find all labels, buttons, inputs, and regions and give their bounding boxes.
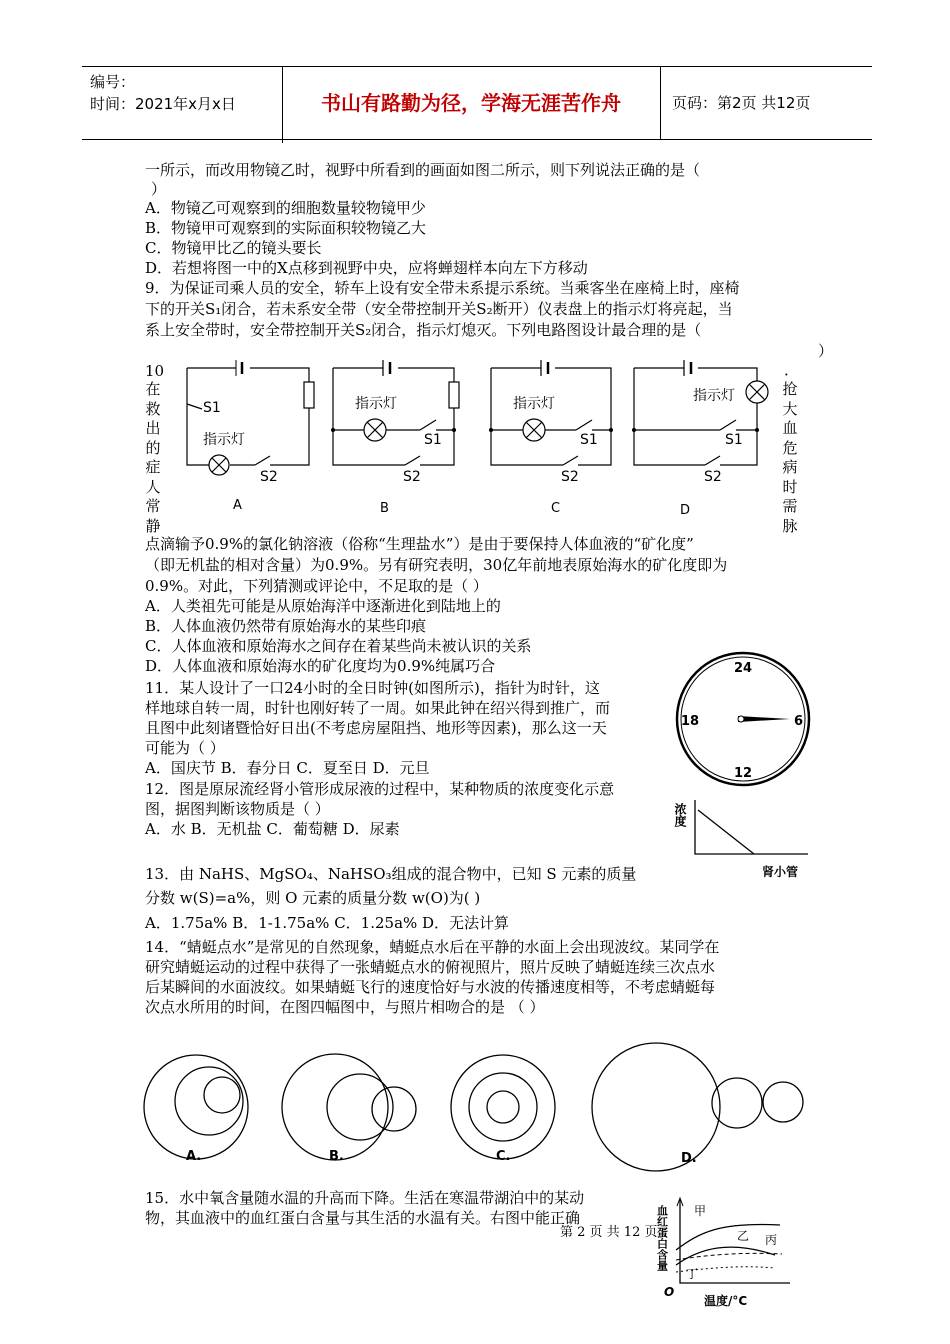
q11-line3: 且图中此刻诸暨恰好日出(不考虑房屋阻挡、地形等因素)，那么这一天: [145, 719, 607, 737]
circuit-d-lamp: 指示灯: [693, 388, 735, 404]
q8-option-a: A．物镜乙可观察到的细胞数量较物镜甲少: [145, 199, 426, 217]
q10-right-dot: ．: [784, 361, 800, 379]
q10-option-c: C．人体血液和原始海水之间存在着某些尚未被认识的关系: [145, 637, 532, 655]
clock-figure: [0, 650, 950, 790]
clock-hand: [738, 716, 790, 722]
q15-line2: 物，其血液中的血红蛋白含量与其生活的水温有关。右图中能正确: [145, 1209, 581, 1227]
graph-ylabel: 浓度: [673, 803, 687, 827]
circuit-d-label: D: [680, 503, 691, 518]
ripple-label-b: B.: [329, 1149, 344, 1164]
page-label: 页码：第2页 共12页: [672, 94, 811, 112]
code-label: 编号：: [90, 73, 136, 91]
q15-line1: 15．水中氧含量随水温的升高而下降。生活在寒温带湖泊中的某动: [145, 1189, 585, 1207]
circuit-b-label: B: [380, 501, 389, 516]
circuit-d-s1: S1: [725, 432, 743, 448]
q10-line3: 0.9%。对此，下列猜测或评论中，不足取的是（ ）: [145, 577, 488, 595]
circuit-b-lamp: 指示灯: [355, 396, 397, 412]
clock-24: 24: [734, 661, 753, 676]
q10-line2: （即无机盐的相对含量）为0.9%。另有研究表明，30亿年前地表原始海水的矿化度即为: [145, 556, 728, 574]
q8-line2: ）: [151, 180, 167, 198]
hb-curve-yi: 乙: [737, 1229, 750, 1243]
date-label: 时间：2021年x月x日: [90, 95, 236, 113]
hb-curve-bing: 丙: [765, 1233, 778, 1247]
q12-line1: 12．图是原尿流经肾小管形成尿液的过程中，某种物质的浓度变化示意: [145, 780, 615, 798]
q14-line3: 后某瞬间的水面波纹。如果蜻蜓飞行的速度恰好与水波的传播速度相等，不考虑蜻蜓每: [145, 978, 716, 996]
page-footer: 第 2 页 共 12 页: [560, 1225, 658, 1240]
circuit-a-s2: S2: [260, 469, 278, 485]
q9-line1: 9．为保证司乘人员的安全，轿车上设有安全带未系提示系统。当乘客坐在座椅上时，座椅: [145, 279, 740, 297]
q10-left-vertical: 在救出的症人常静: [145, 380, 161, 535]
q13-options: A．1.75a% B．1-1.75a% C．1.25a% D．无法计算: [145, 914, 510, 932]
circuit-c: [491, 360, 611, 465]
circuit-d-s2: S2: [704, 469, 722, 485]
hb-curve-jia: 甲: [694, 1204, 707, 1218]
q9-line3: 系上安全带时，安全带控制开关S₂闭合，指示灯熄灭。下列电路图设计最合理的是（: [145, 321, 702, 339]
header-meta: [82, 67, 283, 143]
ripple-label-c: C.: [496, 1149, 511, 1164]
circuit-a-lamp: 指示灯: [203, 432, 245, 448]
circuit-b: [333, 360, 459, 465]
motto: 书山有路勤为径，学海无涯苦作舟: [282, 67, 661, 139]
q8-option-b: B．物镜甲可观察到的实际面积较物镜乙大: [145, 219, 427, 237]
q9-line2: 下的开关S₁闭合，若未系安全带（安全带控制开关S₂断开）仪表盘上的指示灯将亮起，当: [145, 300, 733, 318]
circuit-a-s1: S1: [203, 400, 221, 416]
hemoglobin-graph: [0, 1190, 950, 1340]
q12-line2: 图，据图判断该物质是（ ）: [145, 800, 330, 818]
ripple-label-d: D.: [681, 1151, 697, 1166]
q11-line2: 样地球自转一周，时针也刚好转了一周。如果此钟在绍兴得到推广，而: [145, 699, 611, 717]
q8-option-c: C．物镜甲比乙的镜头要长: [145, 239, 322, 257]
clock-12: 12: [734, 766, 753, 781]
q10-option-d: D．人体血液和原始海水的矿化度均为0.9%纯属巧合: [145, 657, 496, 675]
circuit-b-s1: S1: [424, 432, 442, 448]
q9-line4: ）: [818, 342, 834, 360]
circuit-c-s2: S2: [561, 469, 579, 485]
circuit-c-lamp: 指示灯: [513, 396, 555, 412]
q13-line1: 13．由 NaHS、MgSO₄、NaHSO₃组成的混合物中，已知 S 元素的质量: [145, 865, 637, 883]
q11-line4: 可能为（ ）: [145, 739, 225, 757]
ripple-label-a: A.: [186, 1149, 202, 1164]
circuit-c-label: C: [551, 501, 561, 516]
q14-line4: 次点水所用的时间，在图四幅图中，与照片相吻合的是 （ ）: [145, 998, 545, 1016]
hb-curve-ding: 丁: [686, 1267, 699, 1281]
ripple-figures: [0, 1040, 950, 1170]
q14-line2: 研究蜻蜓运动的过程中获得了一张蜻蜓点水的俯视照片，照片反映了蜻蜓连续三次点水: [145, 958, 716, 976]
circuit-d: [634, 360, 768, 465]
q11-line1: 11．某人设计了一口24小时的全日时钟(如图所示)，指针为时针，这: [145, 679, 600, 697]
q10-right-vertical: 抢大血危病时需脉: [782, 380, 798, 535]
q13-line2: 分数 w(S)=a%，则 O 元素的质量分数 w(O)为( ): [145, 889, 481, 907]
clock-18: 18: [681, 714, 700, 729]
circuit-diagrams: [0, 350, 950, 550]
hb-xlabel: 温度/°C: [704, 1294, 748, 1308]
q10-number: 10: [145, 362, 165, 380]
circuit-c-s1: S1: [580, 432, 598, 448]
q12-options: A．水 B．无机盐 C．葡萄糖 D．尿素: [145, 820, 400, 838]
clock-6: 6: [794, 714, 804, 729]
q10-line1: 点滴输予0.9%的氯化钠溶液（俗称“生理盐水”）是由于要保持人体血液的“矿化度”: [145, 535, 694, 553]
q8-line1: 一所示，而改用物镜乙时，视野中所看到的画面如图二所示，则下列说法正确的是（: [145, 161, 701, 179]
graph-xlabel: 肾小管: [762, 865, 799, 879]
q10-option-b: B．人体血液仍然带有原始海水的某些印痕: [145, 617, 427, 635]
circuit-b-s2: S2: [403, 469, 421, 485]
circuit-a: [187, 360, 314, 475]
q10-option-a: A．人类祖先可能是从原始海洋中逐渐进化到陆地上的: [145, 597, 501, 615]
circuit-a-label: A: [233, 498, 242, 513]
page-header: [82, 66, 872, 140]
q11-options: A．国庆节 B．春分日 C．夏至日 D．元旦: [145, 759, 430, 777]
hb-origin: O: [664, 1285, 675, 1299]
q8-option-d: D．若想将图一中的X点移到视野中央，应将蝉翅样本向左下方移动: [145, 259, 588, 277]
q14-line1: 14．“蜻蜓点水”是常见的自然现象，蜻蜓点水后在平静的水面上会出现波纹。某同学在: [145, 938, 720, 956]
hb-ylabel: 血红蛋白含量: [655, 1205, 669, 1271]
